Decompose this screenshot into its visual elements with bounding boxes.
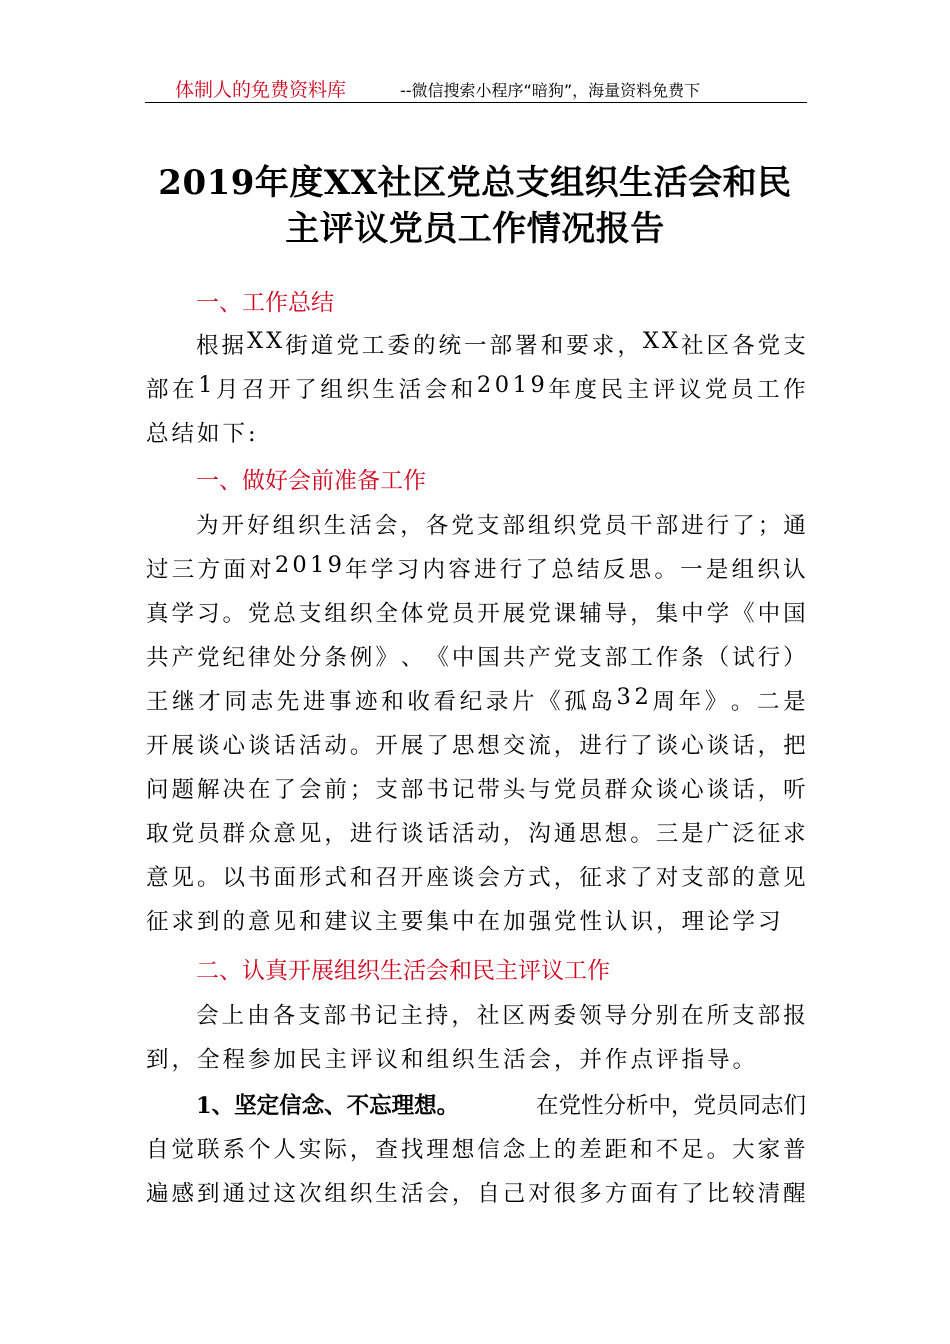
- header-brand: 体制人的免费资料库: [175, 79, 347, 101]
- paragraph-line: 征求到的意见和建议主要集中在加强党性认识，理论学习: [146, 909, 784, 935]
- point-1-bold-lead: 1、坚定信念、不忘理想。: [196, 1093, 460, 1119]
- paragraph-line: 会 上 由 各 支 部 书 记 主 持 ， 社 区 两 委 领 导 分 别 在 所 支 部 报: [196, 1003, 806, 1029]
- header-tagline: --微信搜索小程序“暗狗”，海量资料免费下: [400, 81, 701, 100]
- point-1-first-line-text: 在党性分析中，党员同志们: [535, 1093, 806, 1119]
- paragraph-line: 问 题 解 决 在 了 会 前 ； 支 部 书 记 带 头 与 党 员 群 众 谈 心 谈 话 ， 听: [146, 777, 806, 803]
- paragraph-line: 为 开 好 组 织 生 活 会 ， 各 党 支 部 组 织 党 员 干 部 进 行 了 ； 通: [196, 513, 806, 539]
- paragraph-line: 开 展 谈 心 谈 话 活 动 。 开 展 了 思 想 交 流 ， 进 行 了 谈 心 谈 话 ， 把: [146, 733, 806, 759]
- paragraph-line: 到，全程参加民主评议和组织生活会，并作点评指导。: [146, 1047, 759, 1073]
- paragraph-line: 过 三 方 面 对 2 0 1 9 年 学 习 内 容 进 行 了 总 结 反 思 。 一 是 组 织 认: [146, 552, 806, 583]
- point-1-first-line: [196, 1088, 806, 1120]
- section-heading-life-meeting: 二、认真开展组织生活会和民主评议工作: [196, 958, 610, 984]
- document-title-line-1: 2019年度XX社区党总支组织生活会和民: [158, 163, 792, 203]
- section-heading-work-summary: 一、工作总结: [196, 290, 334, 316]
- paragraph-line: 王 继 才 同 志 先 进 事 迹 和 收 看 纪 录 片 《 孤 岛 3 2 周 年 》 。 二 是: [146, 684, 806, 715]
- paragraph-line: 根 据 X X 街 道 党 工 委 的 统 一 部 署 和 要 求 ， X X 社 区 各 党 支: [196, 328, 806, 359]
- paragraph-line: 自 觉 联 系 个 人 实 际 ， 查 找 理 想 信 念 上 的 差 距 和 不 足 。 大 家 普: [146, 1137, 806, 1163]
- paragraph-line: 真 学 习 。 党 总 支 组 织 全 体 党 员 开 展 党 课 辅 导 ， 集 中 学 《 中 国: [146, 601, 806, 627]
- paragraph-line: 取 党 员 群 众 意 见 ， 进 行 谈 话 活 动 ， 沟 通 思 想 。 三 是 广 泛 征 求: [146, 821, 806, 847]
- paragraph-line: 总结如下:: [146, 421, 259, 447]
- paragraph-line: 共 产 党 纪 律 处 分 条 例 》 、 《 中 国 共 产 党 支 部 工 作 条 （ 试 行 ）: [146, 645, 806, 671]
- paragraph-line: 意 见 。 以 书 面 形 式 和 召 开 座 谈 会 方 式 ， 征 求 了 对 支 部 的 意 见: [146, 865, 806, 891]
- page-header: [145, 72, 807, 103]
- paragraph-line: 部 在 1 月 召 开 了 组 织 生 活 会 和 2 0 1 9 年 度 民 主 评 议 党 员 工 作: [146, 372, 806, 403]
- section-heading-preparation: 一、做好会前准备工作: [196, 468, 426, 494]
- document-title-line-2: 主评议党员工作情况报告: [285, 209, 665, 249]
- paragraph-line: 遍 感 到 通 过 这 次 组 织 生 活 会 ， 自 己 对 很 多 方 面 有 了 比 较 清 醒: [146, 1181, 806, 1207]
